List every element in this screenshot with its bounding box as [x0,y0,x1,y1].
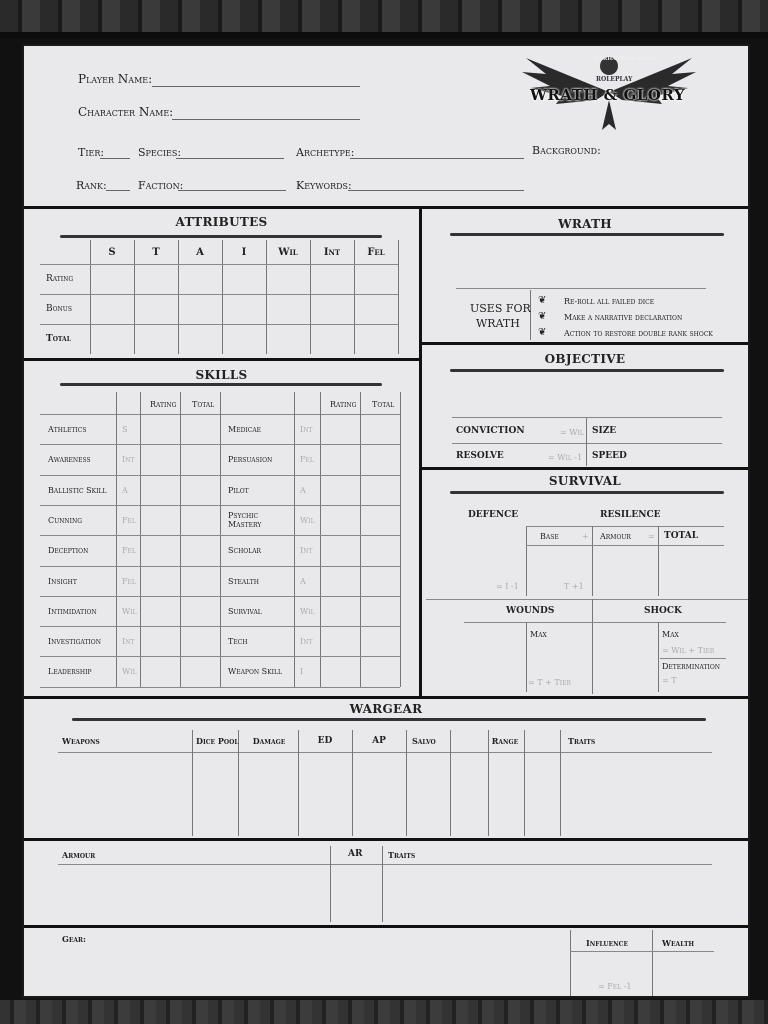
skill-total-cell[interactable] [181,415,219,443]
skill-rating-cell[interactable] [321,506,359,534]
attribute-input-cell[interactable] [135,265,177,293]
wargear-header-line [58,752,712,753]
rank-label: Rank: [76,179,107,192]
resilience-header-line [526,545,724,546]
wounds-inner-divider [526,622,527,692]
skill-rating-cell[interactable] [141,445,179,473]
attributes-title-bar [60,235,382,238]
wounds-shock-top-line [426,599,748,600]
skill-name-insight: Insight [48,576,77,586]
shock-max-label: Max [662,630,679,639]
skills-col-line [400,392,401,687]
attribute-input-cell[interactable] [355,295,397,323]
objective-title-bar [450,369,724,372]
wing-bullet-icon: ❦ [538,311,547,322]
skill-total-cell[interactable] [361,476,399,504]
armour-label: Armour [600,532,631,541]
skill-total-cell[interactable] [361,567,399,595]
wounds-max-label: Max [530,630,547,639]
faction-field[interactable] [178,190,286,191]
influence-left-divider [570,930,571,996]
attribute-input-cell[interactable] [355,325,397,353]
wargear-title-bar [72,718,706,721]
skills-left-total-header: Total [192,400,215,409]
skill-total-cell[interactable] [361,415,399,443]
divider-header [24,206,748,209]
objective-divider [586,418,587,466]
player-name-field[interactable] [152,86,360,87]
logo-top-text: WARHAMMER 40,000 [594,56,656,62]
skill-name-tech: Tech [228,637,248,647]
attribute-col-s: S [108,247,116,258]
skill-rating-cell[interactable] [141,476,179,504]
divider-armour [24,925,748,928]
speed-label: SPEED [592,451,627,461]
skill-attr-hint: S [122,425,128,434]
attribute-input-cell[interactable] [267,325,309,353]
wounds-label: WOUNDS [506,606,555,616]
wounds-hint: = T + Tier [528,678,571,687]
skill-rating-cell[interactable] [321,476,359,504]
survival-title: SURVIVAL [548,474,622,488]
divider-attributes [24,358,419,361]
skill-total-cell[interactable] [361,657,399,685]
armour-col-divider-2 [382,846,383,922]
wing-bullet-icon: ❦ [538,295,547,306]
skills-col-line [294,392,295,687]
skill-total-cell[interactable] [181,506,219,534]
skill-attr-hint: A [300,576,306,586]
wing-bullet-icon: ❦ [538,327,547,338]
wargear-col-range: Range [491,736,519,746]
attribute-col-fel: Fel [367,247,385,258]
wrath-use-1: Re-roll all failed dice [564,297,655,306]
shock-label: SHOCK [644,606,682,616]
skill-name-athletics: Athletics [48,425,87,434]
skill-attr-hint: I [300,667,304,677]
skill-total-cell[interactable] [181,536,219,564]
character-sheet [22,44,750,998]
wounds-shock-divider [592,599,593,694]
wrath-title-bar [450,233,724,236]
base-divider [592,526,593,596]
skill-name-cunning: Cunning [48,515,83,525]
shock-hint: = Wil + Tier [662,646,715,655]
skill-name-ballistic-skill: Ballistic Skill [48,485,107,495]
tier-field[interactable] [100,158,130,159]
armour-op: = [648,532,655,541]
influence-label: Influence [586,938,629,948]
base-hint: T +1 [564,582,584,591]
player-name-label: Player Name: [78,72,153,86]
skill-name-pilot: Pilot [228,485,249,495]
wrath-uses-label-2: WRATH [476,317,520,330]
skill-name-leadership: Leadership [48,667,92,677]
attribute-input-cell[interactable] [223,295,265,323]
total-label: TOTAL [664,531,699,541]
archetype-label: Archetype: [296,146,355,159]
skill-total-cell[interactable] [181,445,219,473]
attribute-input-cell[interactable] [179,295,221,323]
skill-total-cell[interactable] [361,445,399,473]
attribute-input-cell[interactable] [91,295,133,323]
bottom-decorative-border [0,1000,768,1024]
skill-attr-hint: Int [122,637,135,647]
influence-wealth-divider [652,930,653,996]
wrath-uses-label-1: USES FOR [470,302,531,315]
keywords-label: Keywords: [296,179,352,192]
wrath-glory-logo [516,52,702,132]
attribute-input-cell[interactable] [91,265,133,293]
skill-rating-cell[interactable] [141,567,179,595]
logo-title: WRATH & GLORY [530,86,686,104]
skill-rating-cell[interactable] [321,627,359,655]
survival-title-bar [450,491,724,494]
attribute-row-bonus: Bonus [46,304,72,314]
skill-attr-hint: Fel [300,455,314,465]
skill-rating-cell[interactable] [321,445,359,473]
archetype-field[interactable] [350,158,524,159]
wrath-box-top [456,288,706,289]
conviction-label: CONVICTION [456,426,525,436]
divider-survival [24,696,748,699]
skill-name-stealth: Stealth [228,576,259,586]
skills-bottom-line [40,687,400,688]
wealth-label: Wealth [662,938,695,948]
defence-divider [526,526,527,596]
attribute-col-wil: Wil [278,247,298,258]
species-label: Species: [138,146,182,159]
skill-rating-cell[interactable] [141,536,179,564]
objective-line-2 [452,443,722,444]
tier-label: Tier: [78,146,105,159]
wargear-col-line [560,730,561,836]
resilience-label: RESILENCE [600,510,661,520]
influence-hint: = Fel -1 [598,982,632,991]
skill-attr-hint: Fel [122,515,136,525]
skill-rating-cell[interactable] [321,597,359,625]
resilience-underline [526,526,724,527]
armour-divider [658,526,659,596]
determination-line [660,658,726,659]
determination-hint: = T [662,676,677,685]
skill-total-cell[interactable] [181,627,219,655]
gear-label: Gear: [62,934,86,944]
skill-name-weapon-skill: Weapon Skill [228,667,282,677]
wargear-col-damage: Damage [252,736,286,746]
skill-attr-hint: Wil [122,606,137,616]
base-label: Base [540,532,559,541]
attribute-input-cell[interactable] [311,265,353,293]
skill-total-cell[interactable] [361,627,399,655]
skill-attr-hint: Wil [300,515,315,525]
skill-attr-hint: Fel [122,546,136,556]
attribute-input-cell[interactable] [267,295,309,323]
attribute-col-i: I [241,247,247,258]
logo-mid-text: ROLEPLAY [596,76,633,83]
attribute-input-cell[interactable] [179,325,221,353]
skill-name-psychic-mastery: Psychic Mastery [228,510,262,529]
skill-rating-cell[interactable] [141,415,179,443]
armour-col-divider-1 [330,846,331,922]
attribute-col-int: Int [323,247,341,258]
skill-name-medicae: Medicae [228,425,262,434]
wrath-box-divider [530,290,531,340]
character-name-field[interactable] [172,119,360,120]
skill-attr-hint: Wil [300,606,315,616]
defence-label: DEFENCE [468,510,519,520]
conviction-hint: = Wil [560,428,584,437]
attribute-input-cell[interactable] [91,325,133,353]
attribute-input-cell[interactable] [135,295,177,323]
skill-rating-cell[interactable] [321,415,359,443]
skill-total-cell[interactable] [181,597,219,625]
base-op: + [582,532,589,541]
wargear-title: WARGEAR [349,702,423,716]
skill-rating-cell[interactable] [321,536,359,564]
rank-field[interactable] [106,190,130,191]
skills-col-line [116,392,117,687]
objective-line-1 [452,417,722,418]
skill-total-cell[interactable] [181,476,219,504]
skill-total-cell[interactable] [361,536,399,564]
character-name-label: Character Name: [78,105,174,119]
species-field[interactable] [176,158,284,159]
armour-col-armour: Armour [62,850,96,860]
skill-rating-cell[interactable] [141,627,179,655]
influence-header-line [570,951,714,952]
attribute-input-cell[interactable] [179,265,221,293]
skill-total-cell[interactable] [181,567,219,595]
wargear-col-ap: AP [372,736,386,746]
attribute-input-cell[interactable] [311,325,353,353]
skills-left-rating-header: Rating [150,400,177,409]
attribute-col-line [398,240,399,354]
skill-attr-hint: A [300,485,306,495]
skill-name-survival: Survival [228,606,262,616]
skills-col-line [220,392,221,687]
skill-rating-cell[interactable] [141,597,179,625]
skill-name-investigation: Investigation [48,637,101,647]
wargear-col-ed: ED [317,736,333,746]
size-label: SIZE [592,426,617,436]
attribute-input-cell[interactable] [355,265,397,293]
skills-title: SKILLS [195,368,248,382]
defence-hint: = I -1 [496,582,519,591]
wargear-col-traits: Traits [568,736,596,746]
armour-col-traits: Traits [388,850,416,860]
wargear-col-line [192,730,193,836]
skill-attr-hint: Int [300,546,313,556]
skill-total-cell[interactable] [361,597,399,625]
attribute-row-rating: Rating [46,274,74,284]
skill-attr-hint: Int [300,637,313,647]
skills-title-bar [60,383,382,386]
wounds-shock-header-line [464,622,726,623]
attribute-input-cell[interactable] [223,325,265,353]
skill-attr-hint: Wil [122,667,137,677]
wargear-col-line [406,730,407,836]
objective-title: OBJECTIVE [544,352,626,366]
divider-objective [422,467,748,470]
wrath-use-3: Action to restore double rank shock [564,329,713,338]
attribute-input-cell[interactable] [135,325,177,353]
attribute-col-t: T [152,247,160,258]
faction-label: Faction: [138,179,184,192]
keywords-field[interactable] [348,190,524,191]
attribute-input-cell[interactable] [223,265,265,293]
attribute-input-cell[interactable] [267,265,309,293]
skills-right-total-header: Total [372,400,395,409]
shock-inner-divider [658,622,659,692]
skills-right-rating-header: Rating [330,400,357,409]
skill-name-intimidation: Intimidation [48,606,97,616]
skill-rating-cell[interactable] [321,567,359,595]
skill-rating-cell[interactable] [141,657,179,685]
skill-name-scholar: Scholar [228,546,262,556]
skill-total-cell[interactable] [361,506,399,534]
armour-header-line [58,864,712,865]
divider-wrath [422,342,748,345]
skill-attr-hint: Int [122,455,135,465]
divider-vertical [419,206,422,698]
skill-attr-hint: A [122,485,128,495]
attribute-input-cell[interactable] [311,295,353,323]
determination-label: Determination [662,662,721,671]
skill-total-cell[interactable] [181,657,219,685]
divider-wargear [24,838,748,841]
skill-attr-hint: Int [300,425,313,434]
attributes-title: ATTRIBUTES [175,215,268,229]
wrath-use-2: Make a narrative declaration [564,313,683,322]
attribute-row-total: Total [46,334,71,344]
skill-name-deception: Deception [48,546,89,556]
skill-name-persuasion: Persuasion [228,455,273,465]
background-label: Background: [532,144,601,157]
wrath-title: WRATH [558,217,612,231]
skill-rating-cell[interactable] [321,657,359,685]
skill-rating-cell[interactable] [141,506,179,534]
attribute-col-a: A [196,247,204,258]
resolve-label: RESOLVE [456,451,504,461]
wargear-col-salvo: Salvo [412,736,436,746]
wargear-col-dice-pool: Dice Pool [196,736,239,746]
armour-col-ar: AR [348,849,363,859]
resolve-hint: = Wil -1 [548,453,583,462]
skill-name-awareness: Awareness [48,455,91,465]
wargear-col-weapons: Weapons [62,736,100,746]
skill-attr-hint: Fel [122,576,136,586]
top-decorative-border [0,0,768,38]
